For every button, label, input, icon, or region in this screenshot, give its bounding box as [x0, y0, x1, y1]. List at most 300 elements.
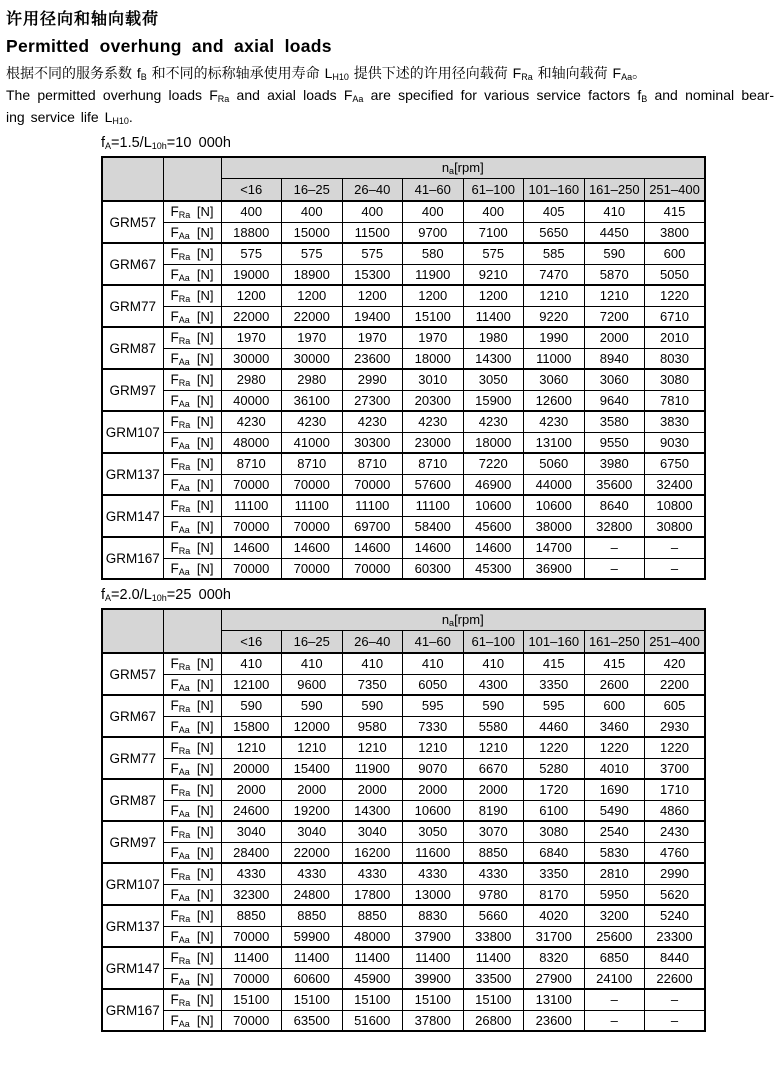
row-label-fra [164, 950, 221, 965]
row-label-cell [163, 779, 221, 800]
load-value-cell: 7200 [584, 306, 645, 327]
load-value-cell: 15100 [403, 306, 464, 327]
model-row-faa [102, 1010, 705, 1031]
text-segment: F [170, 224, 179, 240]
text-segment: F [170, 498, 179, 514]
load-value-cell: 20000 [221, 758, 282, 779]
subscript-text: Aa [178, 682, 190, 693]
unit-label: [N] [196, 266, 214, 282]
load-value-cell: – [584, 1010, 645, 1031]
text-segment: n [441, 160, 450, 176]
model-row-faa [102, 926, 705, 947]
model-row-faa [102, 390, 705, 411]
load-value-cell: 4760 [645, 842, 706, 863]
row-label-fra [164, 656, 221, 671]
load-value-cell: 70000 [282, 558, 343, 579]
text-segment: F [170, 718, 179, 734]
load-value-cell: 1200 [463, 285, 524, 306]
table-body [102, 653, 705, 1031]
subscript-text: Aa [178, 724, 190, 735]
unit-label: [N] [196, 992, 214, 1008]
load-value-cell: 410 [282, 653, 343, 674]
load-value-cell: 600 [584, 695, 645, 716]
row-label-cell [163, 674, 221, 695]
speed-range-header: 26–40 [342, 630, 403, 653]
load-value-cell: 1720 [524, 779, 585, 800]
unit-label: [N] [196, 560, 214, 576]
fra-symbol [171, 288, 191, 303]
load-value-cell: 1200 [221, 285, 282, 306]
model-cell: GRM147 [102, 495, 163, 537]
text-segment: f [101, 135, 106, 151]
load-value-cell: 8940 [584, 348, 645, 369]
load-value-cell: 6750 [645, 453, 706, 474]
load-value-cell: 1990 [524, 327, 585, 348]
model-cell: GRM77 [102, 737, 163, 779]
load-value-cell: 44000 [524, 474, 585, 495]
subscript-text: Aa [178, 356, 190, 367]
row-label-cell [163, 821, 221, 842]
load-value-cell: 22000 [282, 306, 343, 327]
model-cell: GRM67 [102, 243, 163, 285]
load-value-cell: 11400 [342, 947, 403, 968]
model-row-fra [102, 411, 705, 432]
speed-range-header: 251–400 [645, 178, 706, 201]
model-row-faa [102, 558, 705, 579]
faa-symbol [171, 267, 190, 282]
speed-range-header: 161–250 [584, 630, 645, 653]
load-value-cell: – [584, 537, 645, 558]
subscript-text: Aa [178, 892, 190, 903]
text-segment: F [170, 844, 179, 860]
load-value-cell: 605 [645, 695, 706, 716]
load-value-cell: 4450 [584, 222, 645, 243]
load-value-cell: 70000 [221, 926, 282, 947]
model-row-faa [102, 516, 705, 537]
model-row-faa [102, 348, 705, 369]
unit-label: [N] [196, 456, 214, 472]
load-value-cell: 1210 [282, 737, 343, 758]
unit-label: [N] [196, 698, 214, 714]
load-value-cell: 15800 [221, 716, 282, 737]
text-segment: and axial loads F [229, 87, 353, 103]
unit-label: [N] [196, 802, 214, 818]
subscript-text: Aa [178, 1018, 190, 1029]
model-cell: GRM67 [102, 695, 163, 737]
fra-symbol [171, 992, 191, 1007]
row-label-cell [163, 947, 221, 968]
subscript-text: Aa [178, 230, 190, 241]
load-value-cell: 4330 [282, 863, 343, 884]
load-value-cell: 60300 [403, 558, 464, 579]
load-value-cell: 410 [463, 653, 524, 674]
unit-label: [N] [196, 824, 214, 840]
load-value-cell: 9070 [403, 758, 464, 779]
model-cell: GRM137 [102, 905, 163, 947]
unit-label: [N] [196, 950, 214, 966]
subscript-text: Aa [178, 766, 190, 777]
load-value-cell: 18000 [403, 348, 464, 369]
subscript-text: Aa [178, 850, 190, 861]
load-value-cell: 11400 [403, 947, 464, 968]
model-row-fra [102, 243, 705, 264]
load-value-cell: 2010 [645, 327, 706, 348]
row-label-faa [164, 519, 221, 534]
model-row-fra [102, 947, 705, 968]
load-value-cell: 1220 [645, 737, 706, 758]
text-segment: F [170, 950, 179, 966]
unit-label: [N] [196, 518, 214, 534]
load-value-cell: 4230 [221, 411, 282, 432]
model-row-faa [102, 674, 705, 695]
text-segment: F [170, 992, 179, 1008]
model-cell: GRM107 [102, 411, 163, 453]
text-segment: F [170, 698, 179, 714]
text-segment: F [170, 740, 179, 756]
faa-symbol [171, 929, 190, 944]
load-value-cell: 26800 [463, 1010, 524, 1031]
row-label-cell [163, 495, 221, 516]
text-segment: ing service life L [6, 109, 113, 125]
subscript-text: Aa [178, 976, 190, 987]
load-value-cell: 4020 [524, 905, 585, 926]
unit-label: [N] [196, 476, 214, 492]
load-value-cell: 6840 [524, 842, 585, 863]
load-value-cell: 15100 [463, 989, 524, 1010]
text-segment: F [170, 456, 179, 472]
load-value-cell: 1970 [342, 327, 403, 348]
row-label-cell [163, 432, 221, 453]
unit-label: [N] [196, 392, 214, 408]
load-value-cell: 70000 [342, 558, 403, 579]
model-cell: GRM107 [102, 863, 163, 905]
load-value-cell: 3700 [645, 758, 706, 779]
load-value-cell: 2600 [584, 674, 645, 695]
text-segment: F [170, 372, 179, 388]
load-value-cell: 400 [342, 201, 403, 222]
faa-symbol [171, 225, 190, 240]
row-label-faa [164, 393, 221, 408]
load-value-cell: 8850 [342, 905, 403, 926]
load-value-cell: – [645, 558, 706, 579]
page-title-en: Permitted overhung and axial loads [6, 36, 332, 56]
text-segment: f [101, 587, 106, 603]
corner-model-cell [102, 157, 163, 201]
model-cell: GRM87 [102, 327, 163, 369]
subscript-text: Aa [178, 440, 190, 451]
load-value-cell: 32300 [221, 884, 282, 905]
load-value-cell: 590 [282, 695, 343, 716]
faa-symbol [171, 351, 190, 366]
model-row-faa [102, 432, 705, 453]
model-row-faa [102, 222, 705, 243]
load-value-cell: 8830 [403, 905, 464, 926]
unit-label: [N] [196, 330, 214, 346]
load-value-cell: 57600 [403, 474, 464, 495]
row-label-cell [163, 884, 221, 905]
load-value-cell: 5490 [584, 800, 645, 821]
row-label-fra [164, 908, 221, 923]
model-cell: GRM147 [102, 947, 163, 989]
row-label-fra [164, 372, 221, 387]
speed-range-header: 251–400 [645, 630, 706, 653]
load-value-cell: 30000 [221, 348, 282, 369]
load-value-cell: 20300 [403, 390, 464, 411]
text-segment: 和轴向载荷 F [532, 65, 622, 81]
load-value-cell: 24800 [282, 884, 343, 905]
load-value-cell: 18800 [221, 222, 282, 243]
header-row-top [102, 157, 705, 178]
load-value-cell: 13100 [524, 432, 585, 453]
model-row-fra [102, 537, 705, 558]
model-cell: GRM167 [102, 989, 163, 1031]
text-segment: =25 000h [166, 587, 231, 603]
load-value-cell: 12600 [524, 390, 585, 411]
text-segment: F [170, 802, 179, 818]
subscript-text: Aa [178, 934, 190, 945]
load-value-cell: 2980 [221, 369, 282, 390]
load-value-cell: 4460 [524, 716, 585, 737]
row-label-faa [164, 929, 221, 944]
load-value-cell: 6850 [584, 947, 645, 968]
text-segment: F [170, 414, 179, 430]
load-value-cell: 15100 [221, 989, 282, 1010]
load-value-cell: 14600 [221, 537, 282, 558]
fra-symbol [171, 330, 191, 345]
model-row-faa [102, 758, 705, 779]
corner-label-cell [163, 157, 221, 201]
load-value-cell: 8850 [282, 905, 343, 926]
text-segment: n [441, 612, 450, 628]
faa-symbol [171, 887, 190, 902]
load-value-cell: 37800 [403, 1010, 464, 1031]
load-value-cell: 4330 [342, 863, 403, 884]
load-value-cell: 8440 [645, 947, 706, 968]
unit-label: [N] [196, 844, 214, 860]
faa-symbol [171, 309, 190, 324]
load-value-cell: 410 [221, 653, 282, 674]
speed-range-header: <16 [221, 630, 282, 653]
subscript-text: Aa [178, 482, 190, 493]
load-value-cell: 590 [342, 695, 403, 716]
text-segment: F [170, 866, 179, 882]
row-label-cell [163, 285, 221, 306]
text-segment: F [170, 434, 179, 450]
text-segment: F [170, 970, 179, 986]
model-cell: GRM87 [102, 779, 163, 821]
subscript-text: 10h [151, 141, 167, 151]
row-label-fra [164, 740, 221, 755]
text-segment: F [170, 1012, 179, 1028]
load-value-cell: 15100 [403, 989, 464, 1010]
load-value-cell: 4860 [645, 800, 706, 821]
load-value-cell: 11400 [463, 306, 524, 327]
load-value-cell: 70000 [342, 474, 403, 495]
load-value-cell: – [584, 989, 645, 1010]
subscript-text: Ra [178, 252, 191, 263]
text-segment: F [170, 392, 179, 408]
model-cell: GRM57 [102, 653, 163, 695]
load-value-cell: 4300 [463, 674, 524, 695]
load-value-cell: 4230 [403, 411, 464, 432]
load-value-cell: 1200 [342, 285, 403, 306]
unit-label: [N] [196, 288, 214, 304]
speed-range-header: 16–25 [282, 178, 343, 201]
load-value-cell: 410 [403, 653, 464, 674]
fra-symbol [171, 204, 191, 219]
table-header [102, 157, 705, 201]
load-value-cell: 19000 [221, 264, 282, 285]
text-segment: F [170, 560, 179, 576]
page-title-zh: 许用径向和轴向载荷 [6, 11, 160, 28]
load-value-cell: 2980 [282, 369, 343, 390]
model-row-faa [102, 968, 705, 989]
unit-label: [N] [196, 372, 214, 388]
load-value-cell: 25600 [584, 926, 645, 947]
row-label-fra [164, 824, 221, 839]
load-value-cell: 3010 [403, 369, 464, 390]
subscript-text: A [105, 141, 112, 151]
text-segment: F [170, 518, 179, 534]
load-value-cell: 27900 [524, 968, 585, 989]
load-value-cell: 1220 [524, 737, 585, 758]
load-value-cell: 41000 [282, 432, 343, 453]
speed-axis-title [221, 157, 705, 178]
load-value-cell: 1970 [221, 327, 282, 348]
faa-symbol [171, 761, 190, 776]
model-cell: GRM167 [102, 537, 163, 579]
load-value-cell: 3350 [524, 674, 585, 695]
unit-label: [N] [196, 204, 214, 220]
load-value-cell: 9210 [463, 264, 524, 285]
model-row-faa [102, 842, 705, 863]
load-value-cell: 8190 [463, 800, 524, 821]
load-value-cell: 9700 [403, 222, 464, 243]
load-value-cell: 400 [282, 201, 343, 222]
load-value-cell: 45900 [342, 968, 403, 989]
row-label-cell [163, 1010, 221, 1031]
subscript-text: Aa [178, 272, 190, 283]
load-value-cell: 11500 [342, 222, 403, 243]
text-segment: F [170, 540, 179, 556]
intro-paragraph-en-line2 [6, 106, 774, 128]
load-value-cell: 5240 [645, 905, 706, 926]
row-label-faa [164, 719, 221, 734]
load-value-cell: 5870 [584, 264, 645, 285]
load-value-cell: 32400 [645, 474, 706, 495]
text-segment: F [170, 824, 179, 840]
row-label-fra [164, 204, 221, 219]
unit-label: [N] [196, 676, 214, 692]
load-value-cell: 3050 [463, 369, 524, 390]
load-value-cell: 4010 [584, 758, 645, 779]
row-label-faa [164, 1013, 221, 1028]
row-label-cell [163, 306, 221, 327]
load-value-cell: 2000 [584, 327, 645, 348]
table-body [102, 201, 705, 579]
load-value-cell: 15900 [463, 390, 524, 411]
load-value-cell: 38000 [524, 516, 585, 537]
text-segment: =10 000h [166, 135, 231, 151]
row-label-faa [164, 477, 221, 492]
load-value-cell: 3040 [221, 821, 282, 842]
load-value-cell: 14600 [403, 537, 464, 558]
faa-symbol [171, 719, 190, 734]
load-value-cell: 10600 [524, 495, 585, 516]
load-value-cell: 1210 [342, 737, 403, 758]
row-label-cell [163, 695, 221, 716]
load-value-cell: 46900 [463, 474, 524, 495]
fra-symbol [171, 866, 191, 881]
load-value-cell: 3060 [584, 369, 645, 390]
row-label-cell [163, 968, 221, 989]
model-row-faa [102, 264, 705, 285]
text-segment: 。 [632, 65, 647, 81]
fra-symbol [171, 950, 191, 965]
load-value-cell: 11900 [403, 264, 464, 285]
fra-symbol [171, 824, 191, 839]
load-value-cell: 5050 [645, 264, 706, 285]
load-value-cell: 22000 [221, 306, 282, 327]
model-row-fra [102, 779, 705, 800]
load-value-cell: 10600 [403, 800, 464, 821]
load-value-cell: 3800 [645, 222, 706, 243]
unit-label: [N] [196, 1012, 214, 1028]
model-row-fra [102, 201, 705, 222]
load-value-cell: 4330 [463, 863, 524, 884]
load-value-cell: 45300 [463, 558, 524, 579]
text-segment: F [170, 246, 179, 262]
text-segment: F [170, 782, 179, 798]
load-value-cell: 3830 [645, 411, 706, 432]
load-value-cell: 9780 [463, 884, 524, 905]
load-value-cell: 12000 [282, 716, 343, 737]
row-label-cell [163, 863, 221, 884]
fra-symbol [171, 782, 191, 797]
intro-paragraph-zh [6, 62, 774, 84]
load-value-cell: 5580 [463, 716, 524, 737]
load-value-cell: 8170 [524, 884, 585, 905]
subscript-text: Ra [178, 956, 191, 967]
subscript-text: Aa [352, 94, 364, 104]
subscript-text: Ra [178, 662, 191, 673]
row-label-faa [164, 677, 221, 692]
unit-label: [N] [196, 970, 214, 986]
model-row-fra [102, 989, 705, 1010]
load-value-cell: 36100 [282, 390, 343, 411]
load-value-cell: 6050 [403, 674, 464, 695]
load-value-cell: 70000 [221, 474, 282, 495]
text-segment: =1.5/L [111, 135, 152, 151]
load-value-cell: 1690 [584, 779, 645, 800]
text-segment: F [170, 886, 179, 902]
load-value-cell: 6670 [463, 758, 524, 779]
load-value-cell: 7100 [463, 222, 524, 243]
load-value-cell: 9640 [584, 390, 645, 411]
subscript-text: Ra [178, 746, 191, 757]
load-value-cell: 30300 [342, 432, 403, 453]
load-value-cell: 1210 [403, 737, 464, 758]
subscript-text: B [140, 72, 147, 82]
unit-label: [N] [196, 928, 214, 944]
load-value-cell: 58400 [403, 516, 464, 537]
text-segment: F [170, 476, 179, 492]
load-value-cell: 17800 [342, 884, 403, 905]
load-value-cell: 3580 [584, 411, 645, 432]
load-value-cell: – [645, 537, 706, 558]
faa-symbol [171, 971, 190, 986]
load-value-cell: 4230 [342, 411, 403, 432]
